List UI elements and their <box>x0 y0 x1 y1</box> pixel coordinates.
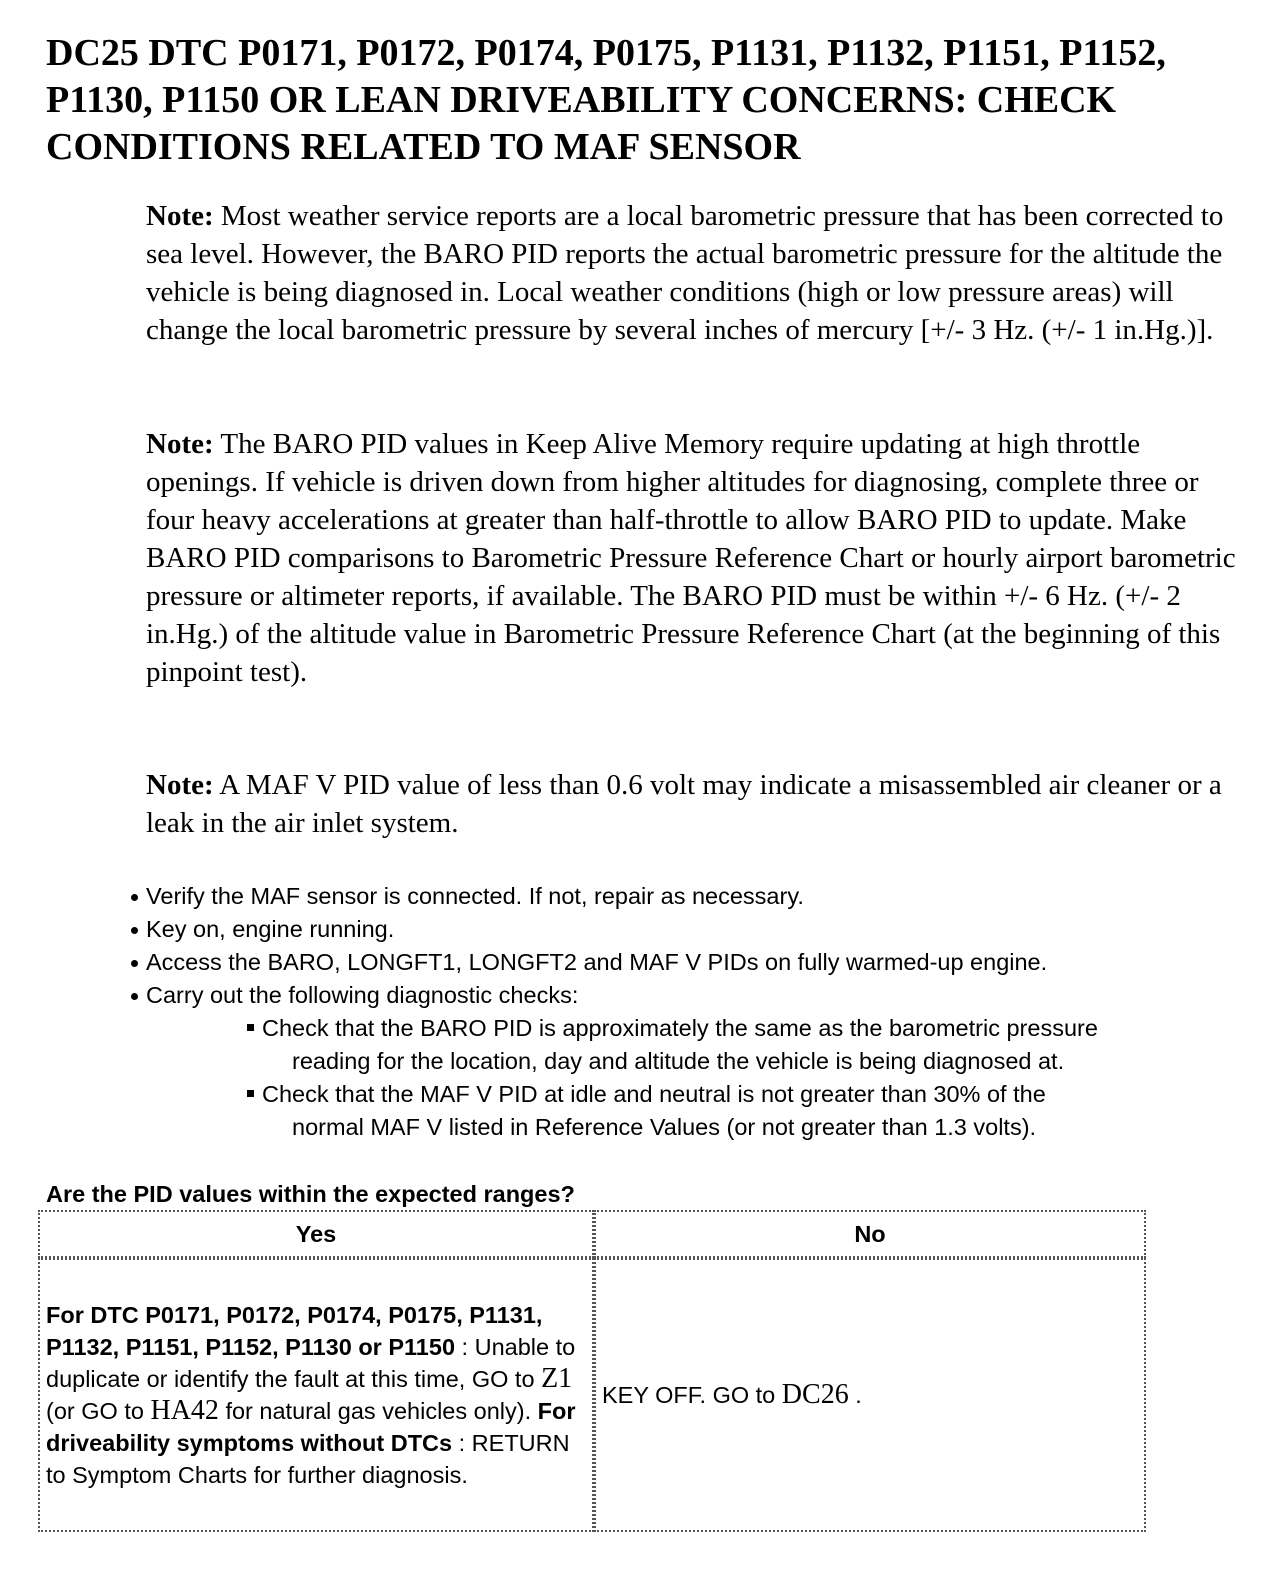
sub-list-item <box>246 1078 1248 1144</box>
no-cell <box>594 1258 1146 1532</box>
page-title: DC25 DTC P0171, P0172, P0174, P0175, P1131, P1132, P1151, P1152, P1130, P1150 OR LEAN DRIVEABILITY CONCERNS: CHECK CONDITIONS RELATED TO MAF SENSOR <box>46 32 1166 168</box>
link-dc26[interactable]: DC26 <box>781 1379 849 1410</box>
no-text: KEY OFF. GO to <box>602 1382 782 1408</box>
note-maf-v-pid <box>146 766 1236 842</box>
sub-list-item <box>246 1012 1248 1078</box>
link-z1[interactable]: Z1 <box>541 1363 573 1394</box>
yes-text: for natural gas vehicles only). <box>218 1398 538 1424</box>
yes-text: (or GO to <box>46 1398 151 1424</box>
decision-table <box>38 1210 1146 1532</box>
yes-cell <box>38 1258 594 1532</box>
note-label: Note: <box>146 200 214 232</box>
note-keep-alive-memory <box>146 425 1236 691</box>
no-header: No <box>594 1210 1146 1258</box>
decision-question: Are the PID values within the expected ranges? <box>46 1181 575 1207</box>
note-text: Most weather service reports are a local barometric pressure that has been corrected to sea level. However, the BARO PID reports the actual barometric pressure for the altitude the vehicle is being diagnosed in. Local weather conditions (high or low pressure areas) will change the local barometric pressure by several inches of mercury [+/- 3 Hz. (+/- 1 in.Hg.)]. <box>146 200 1224 346</box>
note-text: The BARO PID values in Keep Alive Memory require updating at high throttle openings. If vehicle is driven down from higher altitudes for diagnosing, complete three or four heavy accelerations at greater than half-throttle to allow BARO PID to update. Make BARO PID comparisons to Barometric Pressure Reference Chart or hourly airport barometric pressure or altimeter reports, if available. The BARO PID must be within +/- 6 Hz. (+/- 2 in.Hg.) of the altitude value in Barometric Pressure Reference Chart (at the beginning of this pinpoint test). <box>146 428 1236 688</box>
yes-text: : RETURN to Symptom Charts for further diagnosis. <box>46 1430 570 1488</box>
note-label: Note: <box>146 428 214 460</box>
yes-dtc-list: For DTC P0171, P0172, P0174, P0175, P1131, P1132, P1151, P1152, P1130 or P1150 <box>46 1302 543 1360</box>
yes-driveability-label: For driveability symptoms without DTCs <box>46 1398 576 1456</box>
list-item <box>128 979 1248 1144</box>
table-row <box>38 1258 1146 1532</box>
list-item: Key on, engine running. <box>128 913 1248 946</box>
no-text: . <box>848 1382 862 1408</box>
list-item-text: Carry out the following diagnostic checks: <box>146 982 579 1008</box>
list-item: Access the BARO, LONGFT1, LONGFT2 and MAF V PIDs on fully warmed-up engine. <box>128 946 1248 979</box>
sub-item-line: Check that the MAF V PID at idle and neutral is not greater than 30% of the <box>262 1081 1046 1107</box>
sub-item-line: Check that the BARO PID is approximately the same as the barometric pressure <box>262 1015 1098 1041</box>
note-barometric-pressure <box>146 197 1236 349</box>
table-header-row <box>38 1210 1146 1258</box>
note-text: A MAF V PID value of less than 0.6 volt may indicate a misassembled air cleaner or a leak in the air inlet system. <box>146 769 1222 839</box>
note-label: Note: <box>146 769 214 801</box>
list-item: Verify the MAF sensor is connected. If not, repair as necessary. <box>128 880 1248 913</box>
sub-item-line: normal MAF V listed in Reference Values (or not greater than 1.3 volts). <box>292 1114 1037 1140</box>
yes-text: : Unable to duplicate or identify the fault at this time, GO to <box>46 1334 576 1392</box>
diagnostic-checks-list <box>146 1012 1248 1144</box>
procedure-list <box>128 880 1248 1144</box>
link-ha42[interactable]: HA42 <box>150 1395 219 1426</box>
sub-item-line: reading for the location, day and altitude the vehicle is being diagnosed at. <box>292 1048 1065 1074</box>
yes-header: Yes <box>38 1210 594 1258</box>
